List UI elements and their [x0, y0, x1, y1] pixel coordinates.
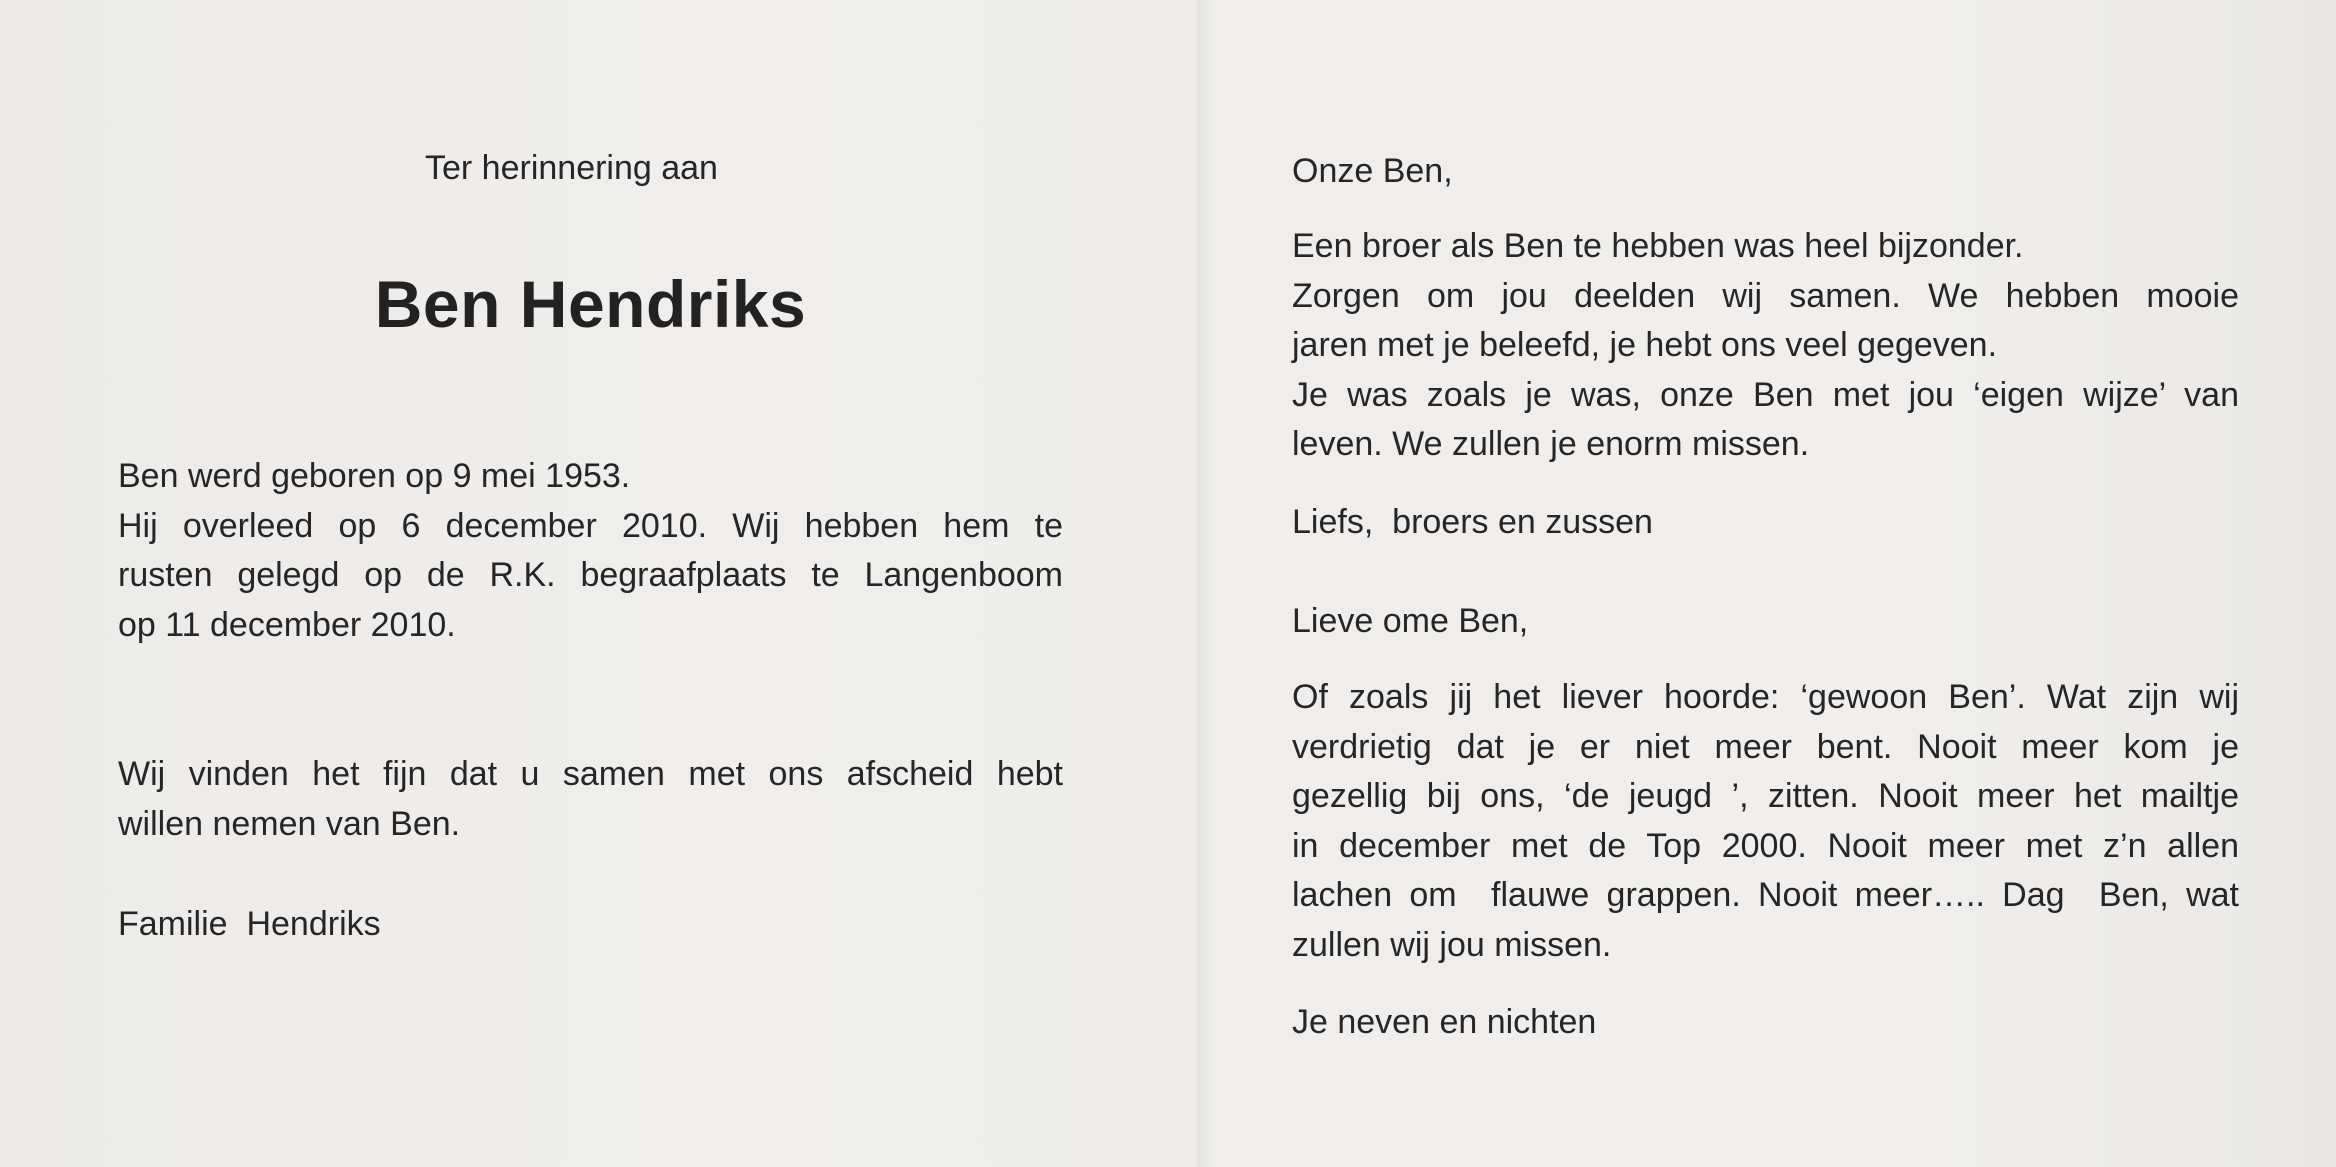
bio-line: Ben werd geboren op 9 mei 1953.	[118, 457, 631, 495]
message-line: in december met de Top 2000. Nooit meer met z’n allen	[1292, 826, 2239, 865]
message-siblings	[1292, 222, 2239, 470]
message-line: zullen wij jou missen.	[1292, 925, 1612, 964]
intro-text: Ter herinnering aan	[425, 149, 718, 187]
deceased-name: Ben Hendriks	[374, 267, 807, 341]
message-line: verdrietig dat je er niet meer bent. Nooit meer kom je	[1292, 727, 2239, 766]
message-line: gezellig bij ons, ‘de jeugd ’, zitten. Nooit meer het mailtje	[1292, 777, 2239, 815]
bio-line: Hij overleed op 6 december 2010. Wij hebben hem te	[118, 506, 1063, 545]
message-line: jaren met je beleefd, je hebt ons veel gegeven.	[1292, 326, 1998, 364]
message-nieces-nephews	[1292, 673, 2239, 970]
signature-line: Familie Hendriks	[118, 905, 381, 943]
greeting-siblings	[1292, 147, 2239, 197]
family-signature	[118, 900, 1063, 950]
message-line: Je was zoals je was, onze Ben met jou ‘eigen wijze’ van	[1292, 375, 2239, 414]
greeting-line: Onze Ben,	[1292, 152, 1453, 190]
message-line: Zorgen om jou deelden wij samen. We hebben mooie	[1292, 276, 2239, 315]
message-line: Een broer als Ben te hebben was heel bijzonder.	[1292, 227, 2024, 265]
thanks-line: willen nemen van Ben.	[118, 804, 461, 843]
signature-line: Liefs, broers en zussen	[1292, 503, 1653, 541]
left-panel	[118, 0, 1063, 1167]
signature-nieces-nephews	[1292, 998, 2239, 1048]
message-line: Of zoals jij het liever hoorde: ‘gewoon Ben’. Wat zijn wij	[1292, 678, 2239, 716]
signature-siblings	[1292, 498, 2239, 548]
thanks-line: Wij vinden het fijn dat u samen met ons afscheid hebt	[118, 755, 1063, 793]
card-fold	[1196, 0, 1202, 1167]
bio-line: rusten gelegd op de R.K. begraafplaats te Langenboom	[118, 556, 1063, 594]
signature-line: Je neven en nichten	[1292, 1003, 1597, 1041]
message-line: lachen om flauwe grappen. Nooit meer….. Dag Ben, wat	[1292, 876, 2239, 914]
right-panel	[1292, 0, 2239, 1167]
greeting-line: Lieve ome Ben,	[1292, 602, 1529, 640]
message-line: leven. We zullen je enorm missen.	[1292, 425, 1810, 463]
bio-line: op 11 december 2010.	[118, 605, 456, 644]
thanks-text	[118, 750, 1063, 849]
biography	[118, 452, 1063, 650]
greeting-nieces-nephews	[1292, 597, 2239, 647]
